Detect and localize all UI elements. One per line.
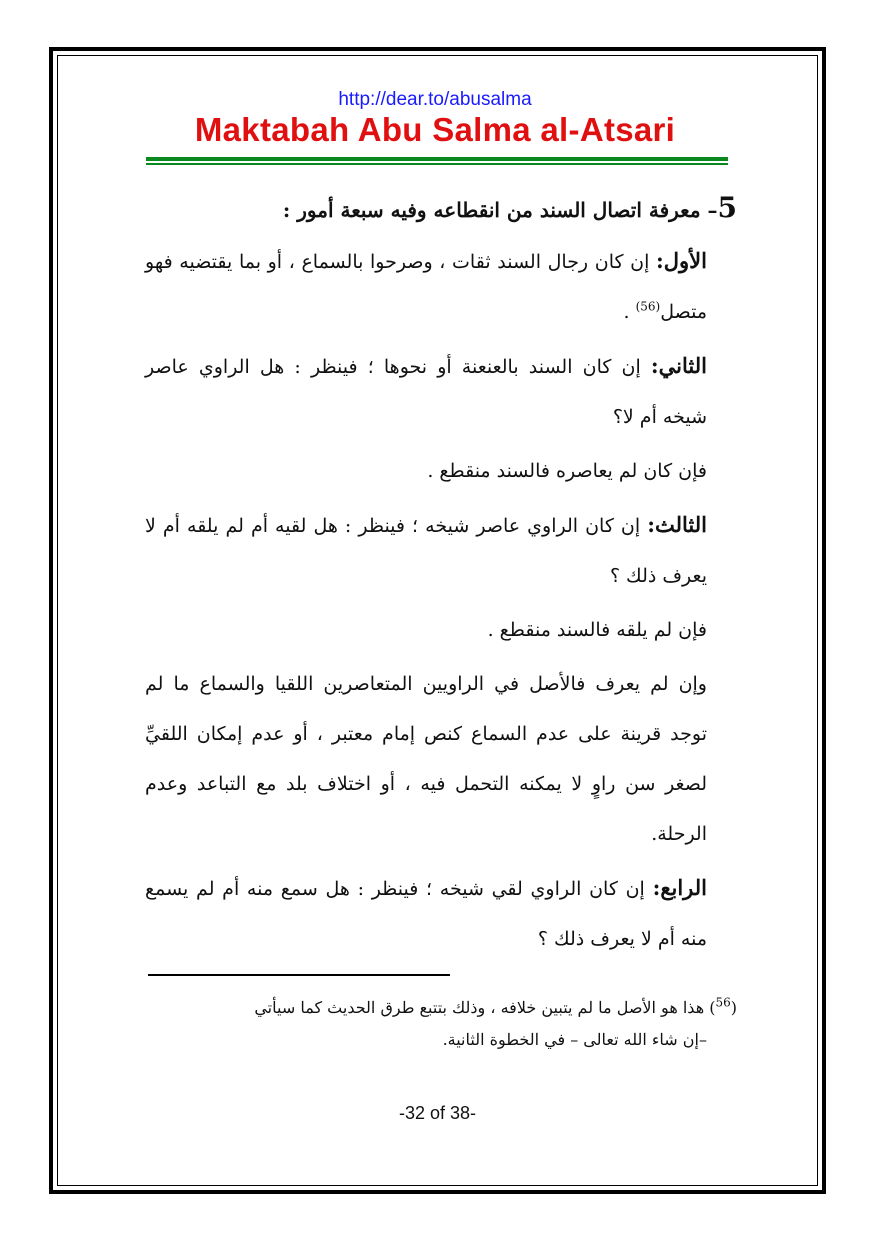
footnote-text: هذا هو الأصل ما لم يتبين خلافه ، وذلك بتتبع طرق الحديث كما سيأتي: [254, 998, 705, 1017]
item-second-label: الثاني:: [650, 353, 707, 378]
footnote-line-2: –إن شاء الله تعالى – في الخطوة الثانية.: [442, 1030, 707, 1049]
footnote-line-1: [145, 992, 737, 1024]
footnote: [145, 992, 737, 1056]
item-first-label: الأول:: [656, 248, 707, 273]
footnote-ref[interactable]: (56): [635, 299, 661, 314]
item-third-label: الثالث:: [647, 512, 707, 537]
item-fourth: [145, 863, 737, 964]
item-second-conclusion: فإن كان لم يعاصره فالسند منقطع .: [427, 460, 707, 482]
site-url-link[interactable]: http://dear.to/abusalma: [338, 89, 532, 110]
footnote-close: ): [709, 998, 716, 1017]
section-number: 5: [717, 191, 737, 224]
item-third-extra: وإن لم يعرف فالأصل في الراويين المتعاصرين اللقيا والسماع ما لم توجد قرينة على عدم السماع كنص إمام معتبر ، أو عدم إمكان اللقيِّ لصغر سن راوٍ لا يمكنه التحمل فيه ، أو اختلاف بلد مع التباعد وعدم الرحلة.: [145, 673, 707, 845]
item-fourth-label: الرابع:: [652, 875, 707, 900]
site-title: Maktabah Abu Salma al-Atsari: [194, 111, 676, 148]
section-title: – معرفة اتصال السند من انقطاعه وفيه سبعة أمور :: [282, 198, 718, 222]
item-first: [145, 236, 737, 337]
header-divider-thin: [146, 163, 728, 165]
item-second-text: إن كان السند بالعنعنة أو نحوها ؛ فينظر : هل الراوي عاصر شيخه أم لا؟: [145, 356, 707, 428]
page-header: [140, 88, 730, 148]
item-fourth-text: إن كان الراوي لقي شيخه ؛ فينظر : هل سمع منه أم لم يسمع منه أم لا يعرف ذلك ؟: [145, 878, 707, 950]
item-third: [145, 500, 737, 601]
footnote-number: 56: [715, 995, 731, 1010]
page-number: -32 of 38-: [398, 1103, 477, 1123]
section-heading: [145, 186, 737, 232]
document-body: [145, 186, 737, 968]
item-first-text: إن كان رجال السند ثقات ، وصرحوا بالسماع ، أو بما يقتضيه فهو متصل: [145, 251, 707, 323]
item-second: [145, 341, 737, 442]
item-first-end: .: [623, 301, 630, 323]
item-third-conclusion: فإن لم يلقه فالسند منقطع .: [487, 619, 707, 641]
header-divider-thick: [146, 157, 728, 161]
footnote-separator: [148, 974, 450, 976]
footnote-open: (: [730, 998, 737, 1017]
item-third-text: إن كان الراوي عاصر شيخه ؛ فينظر : هل لقيه أم لم يلقه أم لا يعرف ذلك ؟: [145, 515, 707, 587]
